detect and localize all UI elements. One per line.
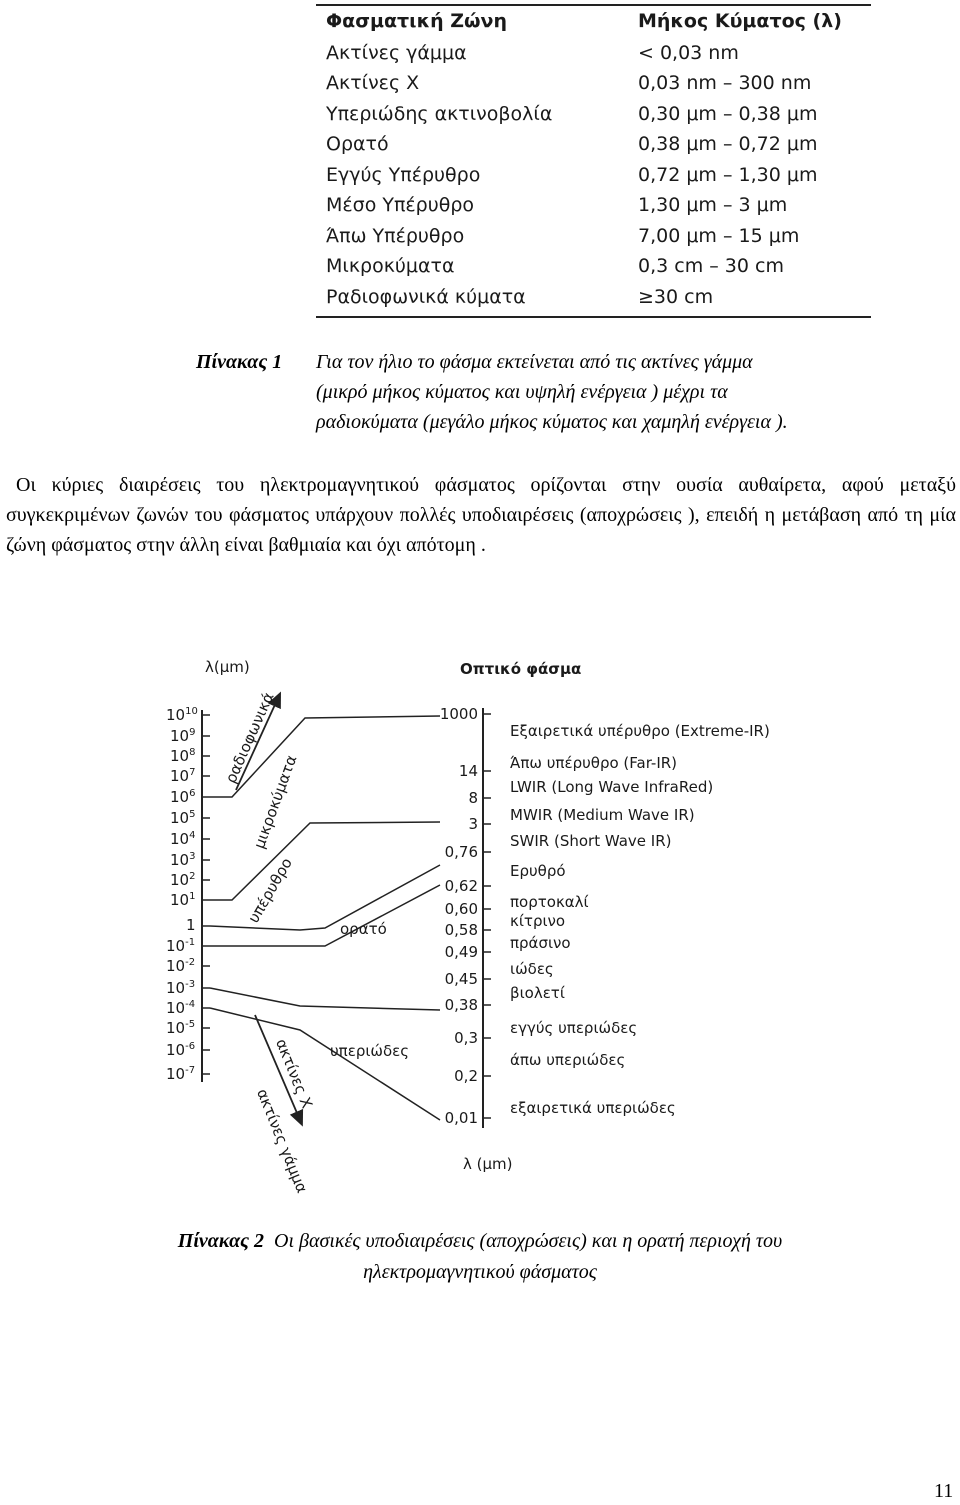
header-band: Φασματική Ζώνη (326, 10, 507, 32)
optical-tick-label: 14 (458, 762, 478, 780)
left-tick-label: $10^8$ (170, 747, 196, 765)
table-row (316, 286, 871, 316)
left-tick-label: $10^{-2}$ (166, 957, 196, 975)
body-paragraph: Οι κύριες διαιρέσεις του ηλεκτρομαγνητικού φάσματος ορίζονται στην ουσία αυθαίρετα, αφού μεταξύ συγκεκριμένων ζωνών του φάσματος υπάρχουν πολλές υποδιαιρέσεις (αποχρώσεις ), επειδή η μετάβαση από τη μία ζώνη φάσματος στην άλλη είναι βαθμιαία και όχι απότομη . (6, 474, 956, 556)
optical-band-label: πορτοκαλί (510, 893, 589, 911)
band-name: Ραδιοφωνικά κύματα (326, 286, 526, 308)
optical-tick-label: 0,62 (444, 877, 478, 895)
band-label-xray: ακτίνες X (272, 1036, 317, 1111)
left-tick-label: $10^1$ (170, 891, 196, 909)
optical-tick-label: 0,38 (444, 996, 478, 1014)
band-name: Ακτίνες X (326, 72, 420, 94)
left-tick-label: $10^{10}$ (166, 706, 198, 724)
band-range: 7,00 μm – 15 μm (638, 225, 800, 247)
caption-line: Για τον ήλιο το φάσμα εκτείνεται από τις ακτίνες γάμμα (316, 351, 753, 373)
optical-band-label: κίτρινο (510, 912, 566, 930)
left-tick-label: $10^{-5}$ (166, 1019, 196, 1037)
optical-band-label: MWIR (Medium Wave IR) (510, 806, 695, 824)
left-tick-label: $10^{-7}$ (166, 1065, 196, 1083)
left-tick-label: $10^{-4}$ (166, 999, 196, 1017)
caption-line: ηλεκτρομαγνητικού φάσματος (363, 1261, 597, 1283)
table-row (316, 133, 871, 163)
optical-band-label: LWIR (Long Wave InfraRed) (510, 778, 714, 796)
band-label-microwave: μικροκύματα (250, 752, 301, 851)
band-name: Μέσο Υπέρυθρο (326, 194, 475, 216)
left-tick-label: $10^4$ (170, 830, 196, 848)
band-name: Άπω Υπέρυθρο (326, 225, 465, 247)
band-range: 0,3 cm – 30 cm (638, 255, 784, 277)
optical-tick-label: 0,76 (444, 843, 478, 861)
table1-caption (196, 347, 936, 437)
optical-band-label: ιώδες (510, 960, 554, 978)
band-range: 0,38 μm – 0,72 μm (638, 133, 818, 155)
optical-axis-title: λ (μm) (463, 1155, 513, 1173)
caption-line: ραδιοκύματα (μεγάλο μήκος κύματος και χαμηλή ενέργεια ). (316, 411, 788, 433)
table-row (316, 194, 871, 224)
band-name: Υπεριώδης ακτινοβολία (326, 103, 553, 125)
band-range: 0,30 μm – 0,38 μm (638, 103, 818, 125)
optical-band-label: πράσινο (510, 934, 571, 952)
caption-line: Οι βασικές υποδιαιρέσεις (αποχρώσεις) και η ορατή περιοχή του (274, 1230, 783, 1252)
optical-band-label: άπω υπεριώδες (510, 1051, 626, 1069)
left-tick-label: 1 (186, 916, 196, 934)
optical-tick-label: 0,45 (444, 970, 478, 988)
left-tick-label: $10^{-6}$ (166, 1041, 196, 1059)
left-tick-label: $10^6$ (170, 788, 196, 806)
band-name: Ακτίνες γάμμα (326, 42, 467, 64)
optical-band-label: SWIR (Short Wave IR) (510, 832, 672, 850)
optical-tick-label: 8 (468, 789, 478, 807)
table-row (316, 255, 871, 285)
band-range: < 0,03 nm (638, 42, 739, 64)
left-tick-label: $10^{-3}$ (166, 979, 196, 997)
band-label-infrared: υπέρυθρο (244, 854, 296, 926)
table-header-row (316, 10, 871, 40)
optical-tick-label: 0,01 (444, 1109, 478, 1127)
optical-tick-label: 0,2 (454, 1067, 478, 1085)
table-row (316, 164, 871, 194)
left-tick-label: $10^5$ (170, 809, 196, 827)
optical-tick-label: 0,49 (444, 943, 478, 961)
optical-tick-label: 1000 (439, 705, 478, 723)
band-label-radio: ραδιοφωνικά (221, 689, 278, 786)
optical-band-label: Ερυθρό (510, 862, 566, 880)
band-name: Ορατό (326, 133, 389, 155)
band-label-gamma: ακτίνες γάμμα (253, 1086, 312, 1196)
band-range: 0,72 μm – 1,30 μm (638, 164, 818, 186)
spectrum-diagram (150, 650, 810, 1196)
optical-band-label: εγγύς υπεριώδες (510, 1019, 638, 1037)
caption-line: (μικρό μήκος κύματος και υψηλή ενέργεια ) μέχρι τα (316, 381, 728, 403)
optical-band-label: Εξαιρετικά υπέρυθρο (Extreme-IR) (510, 722, 770, 740)
band-name: Μικροκύματα (326, 255, 455, 277)
optical-band-label: Άπω υπέρυθρο (Far-IR) (510, 754, 678, 772)
band-name: Εγγύς Υπέρυθρο (326, 164, 481, 186)
optical-band-label: εξαιρετικά υπεριώδες (510, 1099, 676, 1117)
table-row (316, 72, 871, 102)
left-tick-label: $10^7$ (170, 767, 196, 785)
optical-axis-ticks (483, 714, 491, 1118)
header-wavelength: Μήκος Κύματος (λ) (638, 10, 842, 32)
optical-band-label: βιολετί (510, 984, 565, 1002)
left-tick-label: $10^9$ (170, 727, 196, 745)
table-row (316, 225, 871, 255)
band-label-visible: ορατό (340, 920, 387, 938)
band-label-uv: υπεριώδες (330, 1042, 410, 1060)
optical-title: Οπτικό φάσμα (460, 660, 582, 678)
band-range: ≥30 cm (638, 286, 714, 308)
optical-tick-label: 3 (468, 815, 478, 833)
optical-tick-label: 0,58 (444, 921, 478, 939)
left-axis-ticks (202, 715, 210, 1074)
spectrum-table (316, 4, 871, 318)
band-range: 1,30 μm – 3 μm (638, 194, 788, 216)
optical-tick-label: 0,60 (444, 900, 478, 918)
table-row (316, 103, 871, 133)
table2-caption (0, 1226, 960, 1288)
page-number: 11 (934, 1480, 954, 1502)
caption-label: Πίνακας 2 (177, 1230, 265, 1252)
left-tick-label: $10^{-1}$ (166, 937, 196, 955)
table-row (316, 42, 871, 72)
band-range: 0,03 nm – 300 nm (638, 72, 812, 94)
optical-tick-label: 0,3 (454, 1029, 478, 1047)
left-tick-label: $10^2$ (170, 871, 196, 889)
left-tick-label: $10^3$ (170, 851, 196, 869)
left-axis-title: λ(μm) (205, 658, 250, 676)
caption-label: Πίνακας 1 (196, 351, 283, 373)
